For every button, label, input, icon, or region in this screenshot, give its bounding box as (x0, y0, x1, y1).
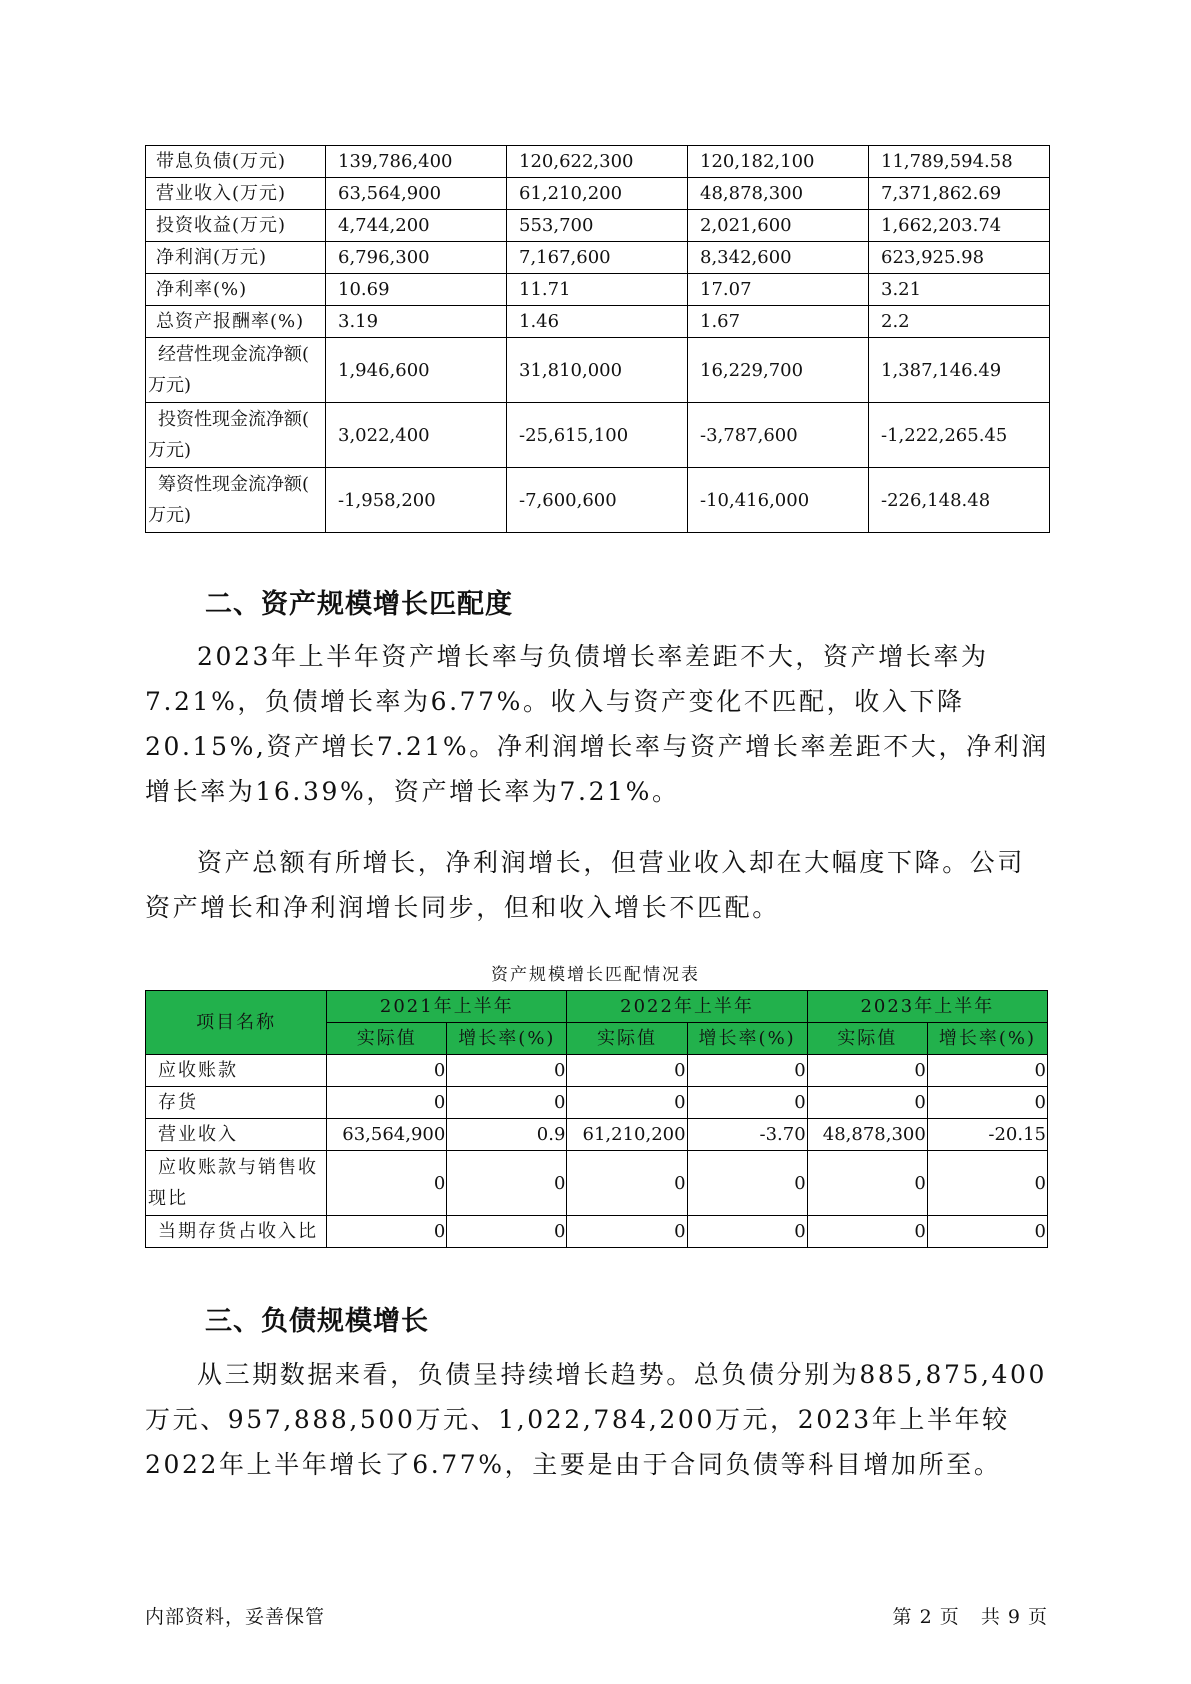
cell-value: 1,387,146.49 (869, 338, 1050, 403)
column-header-actual: 实际值 (807, 1023, 927, 1055)
section-heading: 二、资产规模增长匹配度 (205, 589, 513, 620)
row-label-line1: 投资性现金流净额( (158, 409, 310, 430)
cell-value: 120,622,300 (507, 146, 688, 178)
cell-value: 0 (327, 1087, 447, 1119)
cell-value: 120,182,100 (688, 146, 869, 178)
table-row (146, 178, 1050, 210)
row-label (146, 403, 326, 468)
financial-indicators-table (145, 145, 1050, 533)
cell-value: 0 (327, 1216, 447, 1248)
cell-value: 0 (927, 1087, 1047, 1119)
cell-value: 0 (447, 1216, 567, 1248)
column-header-actual: 实际值 (327, 1023, 447, 1055)
cell-value: 0 (687, 1087, 807, 1119)
cell-value: -226,148.48 (869, 468, 1050, 533)
table-row (146, 403, 1050, 468)
column-header-item: 项目名称 (146, 991, 327, 1055)
cell-value: 1,946,600 (326, 338, 507, 403)
section-heading: 三、负债规模增长 (205, 1306, 429, 1337)
row-label: 营业收入 (146, 1119, 327, 1151)
cell-value: 8,342,600 (688, 242, 869, 274)
cell-value: 0.9 (447, 1119, 567, 1151)
table-row (146, 306, 1050, 338)
cell-value: 48,878,300 (688, 178, 869, 210)
cell-value: 0 (687, 1055, 807, 1087)
cell-value: 63,564,900 (326, 178, 507, 210)
cell-value: 3.21 (869, 274, 1050, 306)
cell-value: -1,222,265.45 (869, 403, 1050, 468)
cell-value: 1,662,203.74 (869, 210, 1050, 242)
cell-value: 63,564,900 (327, 1119, 447, 1151)
column-header-growth: 增长率(%) (687, 1023, 807, 1055)
column-header-growth: 增长率(%) (447, 1023, 567, 1055)
cell-value: 17.07 (688, 274, 869, 306)
table-row (146, 1151, 1048, 1216)
cell-value: 139,786,400 (326, 146, 507, 178)
table-caption: 资产规模增长匹配情况表 (491, 965, 700, 985)
table-row (146, 1119, 1048, 1151)
table-row (146, 1087, 1048, 1119)
table-row (146, 210, 1050, 242)
cell-value: 0 (807, 1151, 927, 1216)
table-header-row (146, 991, 1048, 1023)
row-label-line1: 经营性现金流净额( (158, 344, 310, 365)
cell-value: 0 (327, 1151, 447, 1216)
cell-value: 10.69 (326, 274, 507, 306)
cell-value: -20.15 (927, 1119, 1047, 1151)
table-row (146, 1055, 1048, 1087)
row-label-line2: 万元) (148, 505, 192, 526)
cell-value: 0 (567, 1087, 687, 1119)
cell-value: 0 (807, 1087, 927, 1119)
cell-value: -7,600,600 (507, 468, 688, 533)
table-row (146, 468, 1050, 533)
cell-value: 4,744,200 (326, 210, 507, 242)
column-header-actual: 实际值 (567, 1023, 687, 1055)
body-paragraph: 从三期数据来看，负债呈持续增长趋势。总负债分别为885,875,400万元、957,888,500万元、1,022,784,200万元，2023年上半年较2022年上半年增长了6.77%，主要是由于合同负债等科目增加所至。 (145, 1360, 1048, 1479)
cell-value: 0 (927, 1055, 1047, 1087)
cell-value: 623,925.98 (869, 242, 1050, 274)
cell-value: 2,021,600 (688, 210, 869, 242)
cell-value: 1.46 (507, 306, 688, 338)
cell-value: 0 (927, 1151, 1047, 1216)
table-row (146, 146, 1050, 178)
cell-value: 6,796,300 (326, 242, 507, 274)
column-header-period: 2023年上半年 (807, 991, 1047, 1023)
column-header-period: 2021年上半年 (327, 991, 567, 1023)
row-label-line1: 应收账款与销售收 (158, 1157, 318, 1178)
row-label: 总资产报酬率(%) (146, 306, 326, 338)
cell-value: 0 (687, 1151, 807, 1216)
cell-value: 0 (567, 1216, 687, 1248)
cell-value: 61,210,200 (567, 1119, 687, 1151)
row-label-line2: 万元) (148, 440, 192, 461)
column-header-period: 2022年上半年 (567, 991, 807, 1023)
cell-value: 16,229,700 (688, 338, 869, 403)
cell-value: 48,878,300 (807, 1119, 927, 1151)
cell-value: 0 (327, 1055, 447, 1087)
row-label (146, 468, 326, 533)
cell-value: 0 (807, 1055, 927, 1087)
cell-value: 0 (687, 1216, 807, 1248)
cell-value: 61,210,200 (507, 178, 688, 210)
cell-value: 31,810,000 (507, 338, 688, 403)
cell-value: -3,787,600 (688, 403, 869, 468)
row-label (146, 338, 326, 403)
cell-value: -1,958,200 (326, 468, 507, 533)
table-row (146, 274, 1050, 306)
row-label: 净利率(%) (146, 274, 326, 306)
row-label: 带息负债(万元) (146, 146, 326, 178)
body-paragraph: 2023年上半年资产增长率与负债增长率差距不大，资产增长率为7.21%，负债增长率为6.77%。收入与资产变化不匹配，收入下降20.15%,资产增长7.21%。净利润增长率与资产增长率差距不大，净利润增长率为16.39%，资产增长率为7.21%。 (145, 642, 1049, 806)
column-header-growth: 增长率(%) (927, 1023, 1047, 1055)
cell-value: 0 (807, 1216, 927, 1248)
cell-value: 3.19 (326, 306, 507, 338)
row-label: 净利润(万元) (146, 242, 326, 274)
cell-value: 0 (567, 1151, 687, 1216)
cell-value: 11.71 (507, 274, 688, 306)
table-row (146, 1216, 1048, 1248)
cell-value: 0 (447, 1087, 567, 1119)
row-label-line2: 现比 (148, 1188, 188, 1209)
cell-value: -10,416,000 (688, 468, 869, 533)
cell-value: 0 (447, 1055, 567, 1087)
row-label (146, 1151, 327, 1216)
cell-value: 7,371,862.69 (869, 178, 1050, 210)
cell-value: 553,700 (507, 210, 688, 242)
row-label: 营业收入(万元) (146, 178, 326, 210)
cell-value: 3,022,400 (326, 403, 507, 468)
cell-value: 0 (927, 1216, 1047, 1248)
body-paragraph: 资产总额有所增长，净利润增长，但营业收入却在大幅度下降。公司资产增长和净利润增长同步，但和收入增长不匹配。 (145, 848, 1026, 922)
cell-value: -3.70 (687, 1119, 807, 1151)
cell-value: 0 (567, 1055, 687, 1087)
row-label: 应收账款 (146, 1055, 327, 1087)
cell-value: 2.2 (869, 306, 1050, 338)
table-row (146, 242, 1050, 274)
footer-confidential-note: 内部资料，妥善保管 (145, 1606, 326, 1628)
row-label-line2: 万元) (148, 375, 192, 396)
row-label-line1: 筹资性现金流净额( (158, 474, 310, 495)
row-label: 存货 (146, 1087, 327, 1119)
row-label: 投资收益(万元) (146, 210, 326, 242)
cell-value: 7,167,600 (507, 242, 688, 274)
row-label: 当期存货占收入比 (146, 1216, 327, 1248)
cell-value: 1.67 (688, 306, 869, 338)
page-number: 第 2 页 共 9 页 (892, 1606, 1048, 1628)
cell-value: 11,789,594.58 (869, 146, 1050, 178)
cell-value: 0 (447, 1151, 567, 1216)
table-row (146, 338, 1050, 403)
cell-value: -25,615,100 (507, 403, 688, 468)
asset-growth-match-table (145, 990, 1048, 1248)
